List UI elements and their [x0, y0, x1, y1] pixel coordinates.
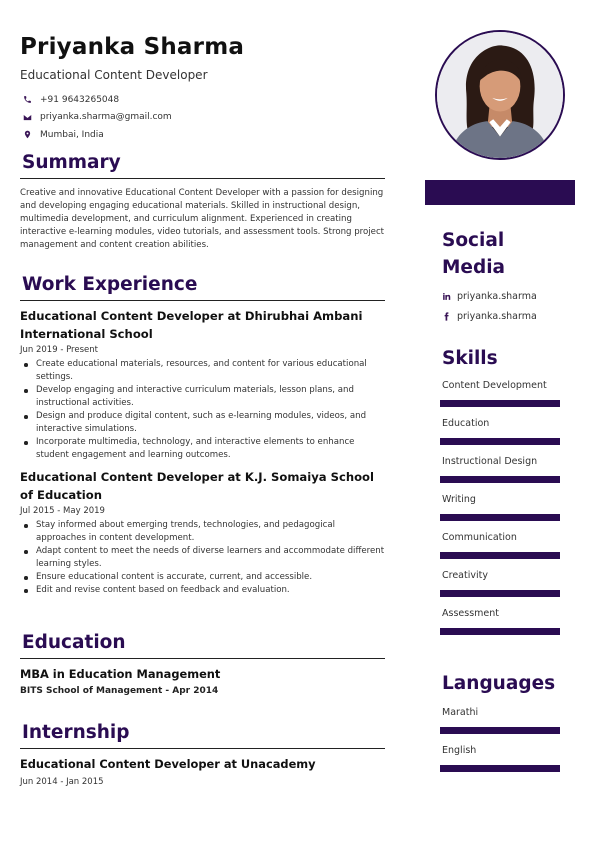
education-school: BITS School of Management - Apr 2014 [20, 686, 219, 696]
skill-bar [440, 476, 560, 483]
job-entry [20, 307, 385, 462]
skill-item [442, 570, 572, 597]
section-divider [20, 658, 385, 659]
skill-fill [440, 476, 560, 483]
skill-fill [440, 552, 560, 559]
social-text: priyanka.sharma [457, 290, 537, 302]
skill-fill [440, 590, 560, 597]
internship-date: Jun 2014 - Jan 2015 [20, 777, 104, 787]
skill-label: Writing [442, 494, 476, 505]
section-title: Summary [22, 152, 121, 173]
skill-fill [440, 628, 560, 635]
social-text: priyanka.sharma [457, 310, 537, 322]
skill-label: Creativity [442, 570, 488, 581]
skill-item [442, 532, 572, 559]
education-degree: MBA in Education Management [20, 667, 221, 681]
contact-email[interactable] [20, 109, 385, 127]
contact-list [20, 91, 385, 144]
candidate-name: Priyanka Sharma [20, 34, 245, 60]
skill-label: Content Development [442, 380, 547, 391]
job-entry [20, 468, 385, 597]
section-divider [20, 300, 385, 301]
skill-fill [440, 514, 560, 521]
section-divider [20, 748, 385, 749]
email-icon [20, 113, 40, 122]
social-facebook[interactable] [442, 306, 572, 326]
left-column [20, 32, 385, 787]
language-bar [440, 765, 560, 772]
section-title: Social Media [442, 230, 506, 278]
skill-label: Education [442, 418, 490, 429]
accent-bar [425, 180, 575, 205]
skill-item [442, 380, 572, 407]
skill-bar [440, 552, 560, 559]
facebook-icon [442, 312, 457, 321]
phone-icon [20, 95, 40, 104]
internship-section [20, 722, 385, 787]
skill-bar [440, 590, 560, 597]
job-date: Jul 2015 - May 2019 [20, 506, 105, 516]
list-item: Develop engaging and interactive curriculum materials, lesson plans, and instructional activities. [20, 384, 385, 410]
social-linkedin[interactable] [442, 286, 572, 306]
skill-item [442, 456, 572, 483]
job-title: Educational Content Developer at Dhirubhai Ambani International School [20, 309, 363, 341]
social-media-section [442, 227, 572, 326]
language-item [442, 707, 572, 734]
summary-text: Creative and innovative Educational Content Developer with a passion for designing and developing engaging educational materials. Skilled in instructional design, multimedia development, and curriculum alignment. Experienced in creating interactive e-learning modules, video tutorials, and assessment tools. Strong project management and content creation abilities. [20, 188, 385, 250]
list-item: Ensure educational content is accurate, current, and accessible. [20, 571, 385, 584]
job-date: Jun 2019 - Present [20, 345, 98, 355]
skill-bar [440, 438, 560, 445]
skills-section [442, 345, 572, 646]
skill-bar [440, 400, 560, 407]
skill-fill [440, 400, 560, 407]
candidate-role: Educational Content Developer [20, 68, 208, 82]
profile-photo [435, 30, 565, 160]
job-bullets [20, 519, 385, 597]
skill-fill [440, 438, 560, 445]
contact-phone[interactable] [20, 91, 385, 109]
location-pin-icon [20, 130, 40, 139]
skills-list [442, 380, 572, 635]
section-title: Languages [442, 673, 556, 694]
section-title: Internship [22, 722, 130, 743]
skill-label: Instructional Design [442, 456, 538, 467]
skill-bar [440, 628, 560, 635]
list-item: Edit and revise content based on feedback and evaluation. [20, 584, 385, 597]
skill-item [442, 608, 572, 635]
list-item: Stay informed about emerging trends, technologies, and pedagogical approaches in content development. [20, 519, 385, 545]
linkedin-icon [442, 292, 457, 301]
skill-label: Assessment [442, 608, 499, 619]
section-title: Skills [442, 348, 498, 369]
list-item: Incorporate multimedia, technology, and interactive elements to enhance student engagement and learning outcomes. [20, 436, 385, 462]
location-text: Mumbai, India [40, 129, 104, 140]
languages-list [442, 707, 572, 772]
internship-role: Educational Content Developer at Unacademy [20, 757, 316, 771]
skill-item [442, 418, 572, 445]
language-item [442, 745, 572, 772]
skill-label: Communication [442, 532, 517, 543]
language-label: Marathi [442, 707, 479, 718]
social-list [442, 286, 572, 326]
summary-section [20, 152, 385, 252]
languages-section [442, 670, 572, 783]
list-item: Design and produce digital content, such as e-learning modules, videos, and interactive simulations. [20, 410, 385, 436]
list-item: Create educational materials, resources, and content for various educational settings. [20, 358, 385, 384]
education-section [20, 632, 385, 696]
language-bar [440, 727, 560, 734]
section-divider [20, 178, 385, 179]
skill-bar [440, 514, 560, 521]
job-bullets [20, 358, 385, 462]
work-experience-section [20, 274, 385, 597]
job-title: Educational Content Developer at K.J. Somaiya School of Education [20, 470, 374, 502]
phone-text: +91 9643265048 [40, 94, 120, 105]
list-item: Adapt content to meet the needs of diverse learners and accommodate different learning styles. [20, 545, 385, 571]
language-label: English [442, 745, 477, 756]
section-title: Education [22, 632, 126, 653]
language-fill [440, 727, 560, 734]
language-fill [440, 765, 560, 772]
skill-item [442, 494, 572, 521]
email-text: priyanka.sharma@gmail.com [40, 112, 172, 123]
section-title: Work Experience [22, 274, 198, 295]
person-avatar-icon [437, 32, 563, 158]
contact-location [20, 126, 385, 144]
